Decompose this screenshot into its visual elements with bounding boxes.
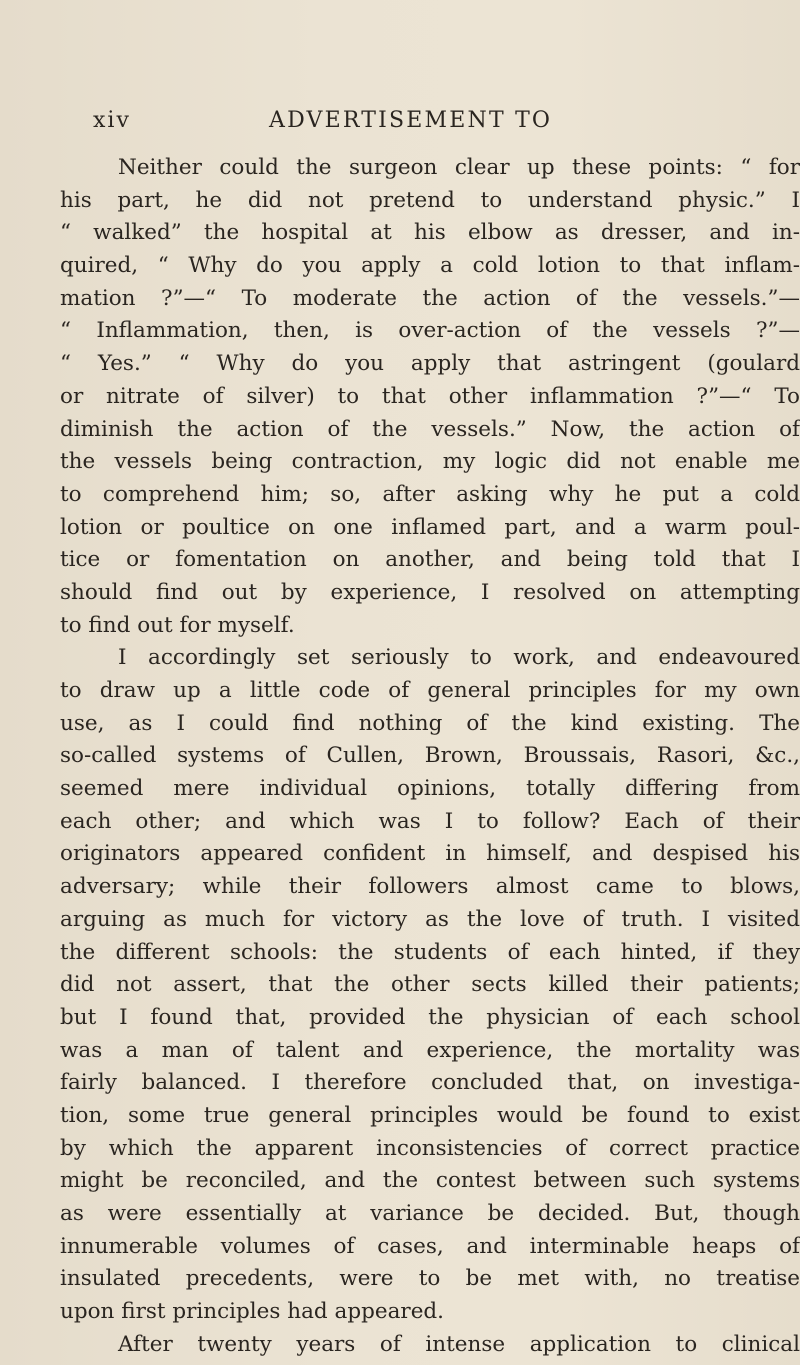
text-line: seemed mere individual opinions, totally differing from [60, 776, 800, 802]
text-line: as were essentially at variance be decided. But, though [60, 1201, 800, 1226]
text-line: upon first principles had appeared. [60, 1299, 445, 1325]
text-line: originators appeared confident in himself, and despised his [60, 841, 800, 867]
text-line: should find out by experience, I resolved on attempting [60, 579, 800, 605]
text-line: “ walked” the hospital at his elbow as dresser, and in- [60, 220, 800, 246]
text-line: insulated precedents, were to be met with, no treatise [60, 1266, 800, 1292]
text-line: might be reconciled, and the contest between such systems [60, 1168, 800, 1194]
text-line: by which the apparent inconsistencies of correct practice [60, 1135, 800, 1161]
text-line: “ Inflammation, then, is over-action of the vessels ?”— [60, 318, 800, 344]
text-line: to draw up a little code of general principles for my own [60, 678, 800, 703]
text-line: “ Yes.” “ Why do you apply that astringent (goulard [60, 351, 800, 377]
text-line: use, as I could find nothing of the kind existing. The [60, 710, 800, 736]
text-line: I accordingly set seriously to work, and endeavoured [118, 645, 800, 671]
running-head [93, 108, 740, 138]
text-line: to comprehend him; so, after asking why he put a cold [60, 481, 800, 507]
text-line: innumerable volumes of cases, and interminable heaps of [60, 1233, 800, 1259]
text-line: the different schools: the students of each hinted, if they [60, 939, 800, 965]
text-line: the vessels being contraction, my logic did not enable me [60, 449, 800, 475]
text-line: fairly balanced. I therefore concluded that, on investiga- [60, 1070, 800, 1096]
text-line: or nitrate of silver) to that other inflammation ?”—“ To [60, 383, 800, 409]
text-line: tion, some true general principles would be found to exist [60, 1102, 800, 1128]
text-line: adversary; while their followers almost came to blows, [60, 874, 800, 900]
text-line: did not assert, that the other sects killed their patients; [60, 972, 800, 998]
text-line: so-called systems of Cullen, Brown, Broussais, Rasori, &c., [60, 743, 800, 769]
text-line: After twenty years of intense application to clinical [118, 1331, 800, 1357]
text-line: each other; and which was I to follow? Each of their [60, 808, 800, 834]
text-line: his part, he did not pretend to understand physic.” I [60, 187, 800, 213]
text-line: lotion or poultice on one inflamed part, and a warm poul- [60, 514, 800, 540]
body-text [60, 152, 800, 1361]
text-line: but I found that, provided the physician of each school [60, 1004, 800, 1030]
text-line: quired, “ Why do you apply a cold lotion to that inflam- [60, 253, 800, 279]
text-line: arguing as much for victory as the love of truth. I visited [60, 906, 800, 932]
running-title: ADVERTISEMENT TO [269, 108, 553, 133]
text-line: mation ?”—“ To moderate the action of the vessels.”— [60, 285, 800, 311]
text-line: diminish the action of the vessels.” Now, the action of [60, 416, 800, 442]
text-line: to find out for myself. [60, 612, 295, 638]
text-line: tice or fomentation on another, and being told that I [60, 547, 800, 573]
text-line: Neither could the surgeon clear up these points: “ for [118, 155, 800, 180]
page-number: xiv [93, 108, 131, 133]
text-line: was a man of talent and experience, the mortality was [60, 1037, 800, 1063]
